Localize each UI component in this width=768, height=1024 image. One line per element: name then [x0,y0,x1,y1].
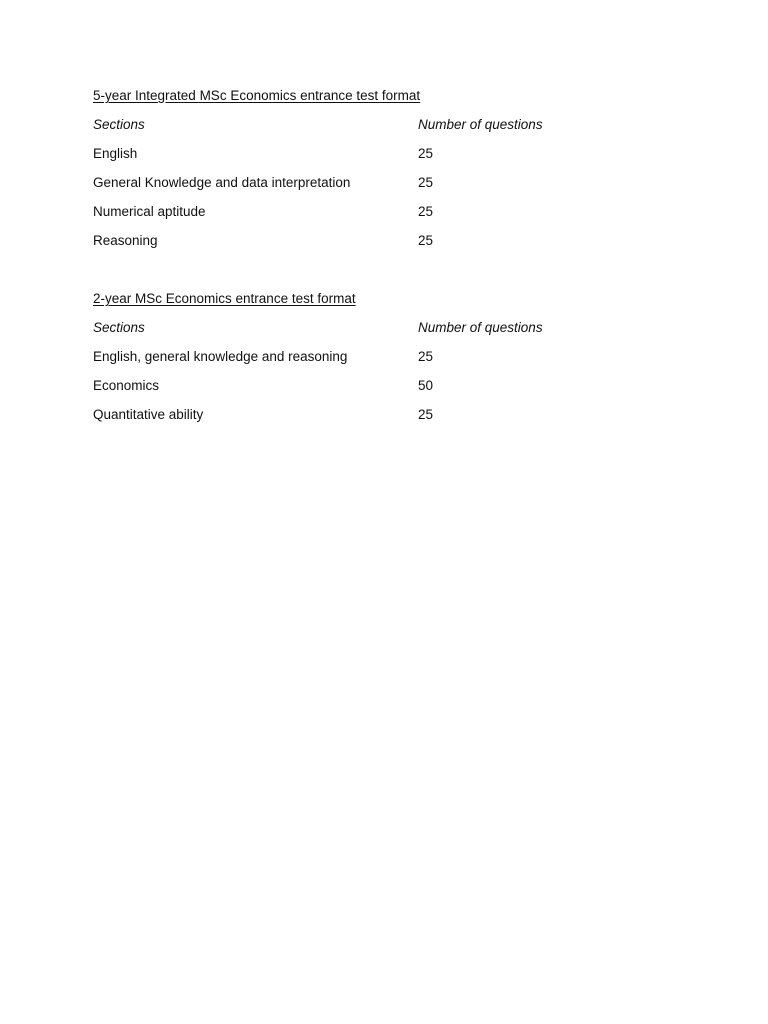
row-question-count: 25 [418,204,434,219]
table-header-row [93,319,653,348]
table-header-row [93,116,653,145]
table-row [93,232,653,261]
section-5-year [93,87,653,261]
table-row [93,203,653,232]
row-question-count: 50 [418,378,434,393]
column-header-sections: Sections [93,117,145,132]
column-header-number-of-questions: Number of questions [418,320,543,335]
section-2-year [93,290,653,435]
row-question-count: 25 [418,175,434,190]
row-section-name: Numerical aptitude [93,204,206,219]
table-row [93,174,653,203]
row-question-count: 25 [418,349,434,364]
row-section-name: English, general knowledge and reasoning [93,349,348,364]
row-section-name: Economics [93,378,160,393]
row-question-count: 25 [418,407,434,422]
section-heading: 5-year Integrated MSc Economics entrance test format [93,88,421,103]
table-row [93,406,653,435]
row-question-count: 25 [418,233,434,248]
section-heading: 2-year MSc Economics entrance test format [93,291,356,306]
row-section-name: Quantitative ability [93,407,204,422]
row-section-name: General Knowledge and data interpretation [93,175,351,190]
row-section-name: English [93,146,138,161]
row-question-count: 25 [418,146,434,161]
column-header-sections: Sections [93,320,145,335]
row-section-name: Reasoning [93,233,158,248]
table-row [93,348,653,377]
column-header-number-of-questions: Number of questions [418,117,543,132]
table-row [93,145,653,174]
table-row [93,377,653,406]
